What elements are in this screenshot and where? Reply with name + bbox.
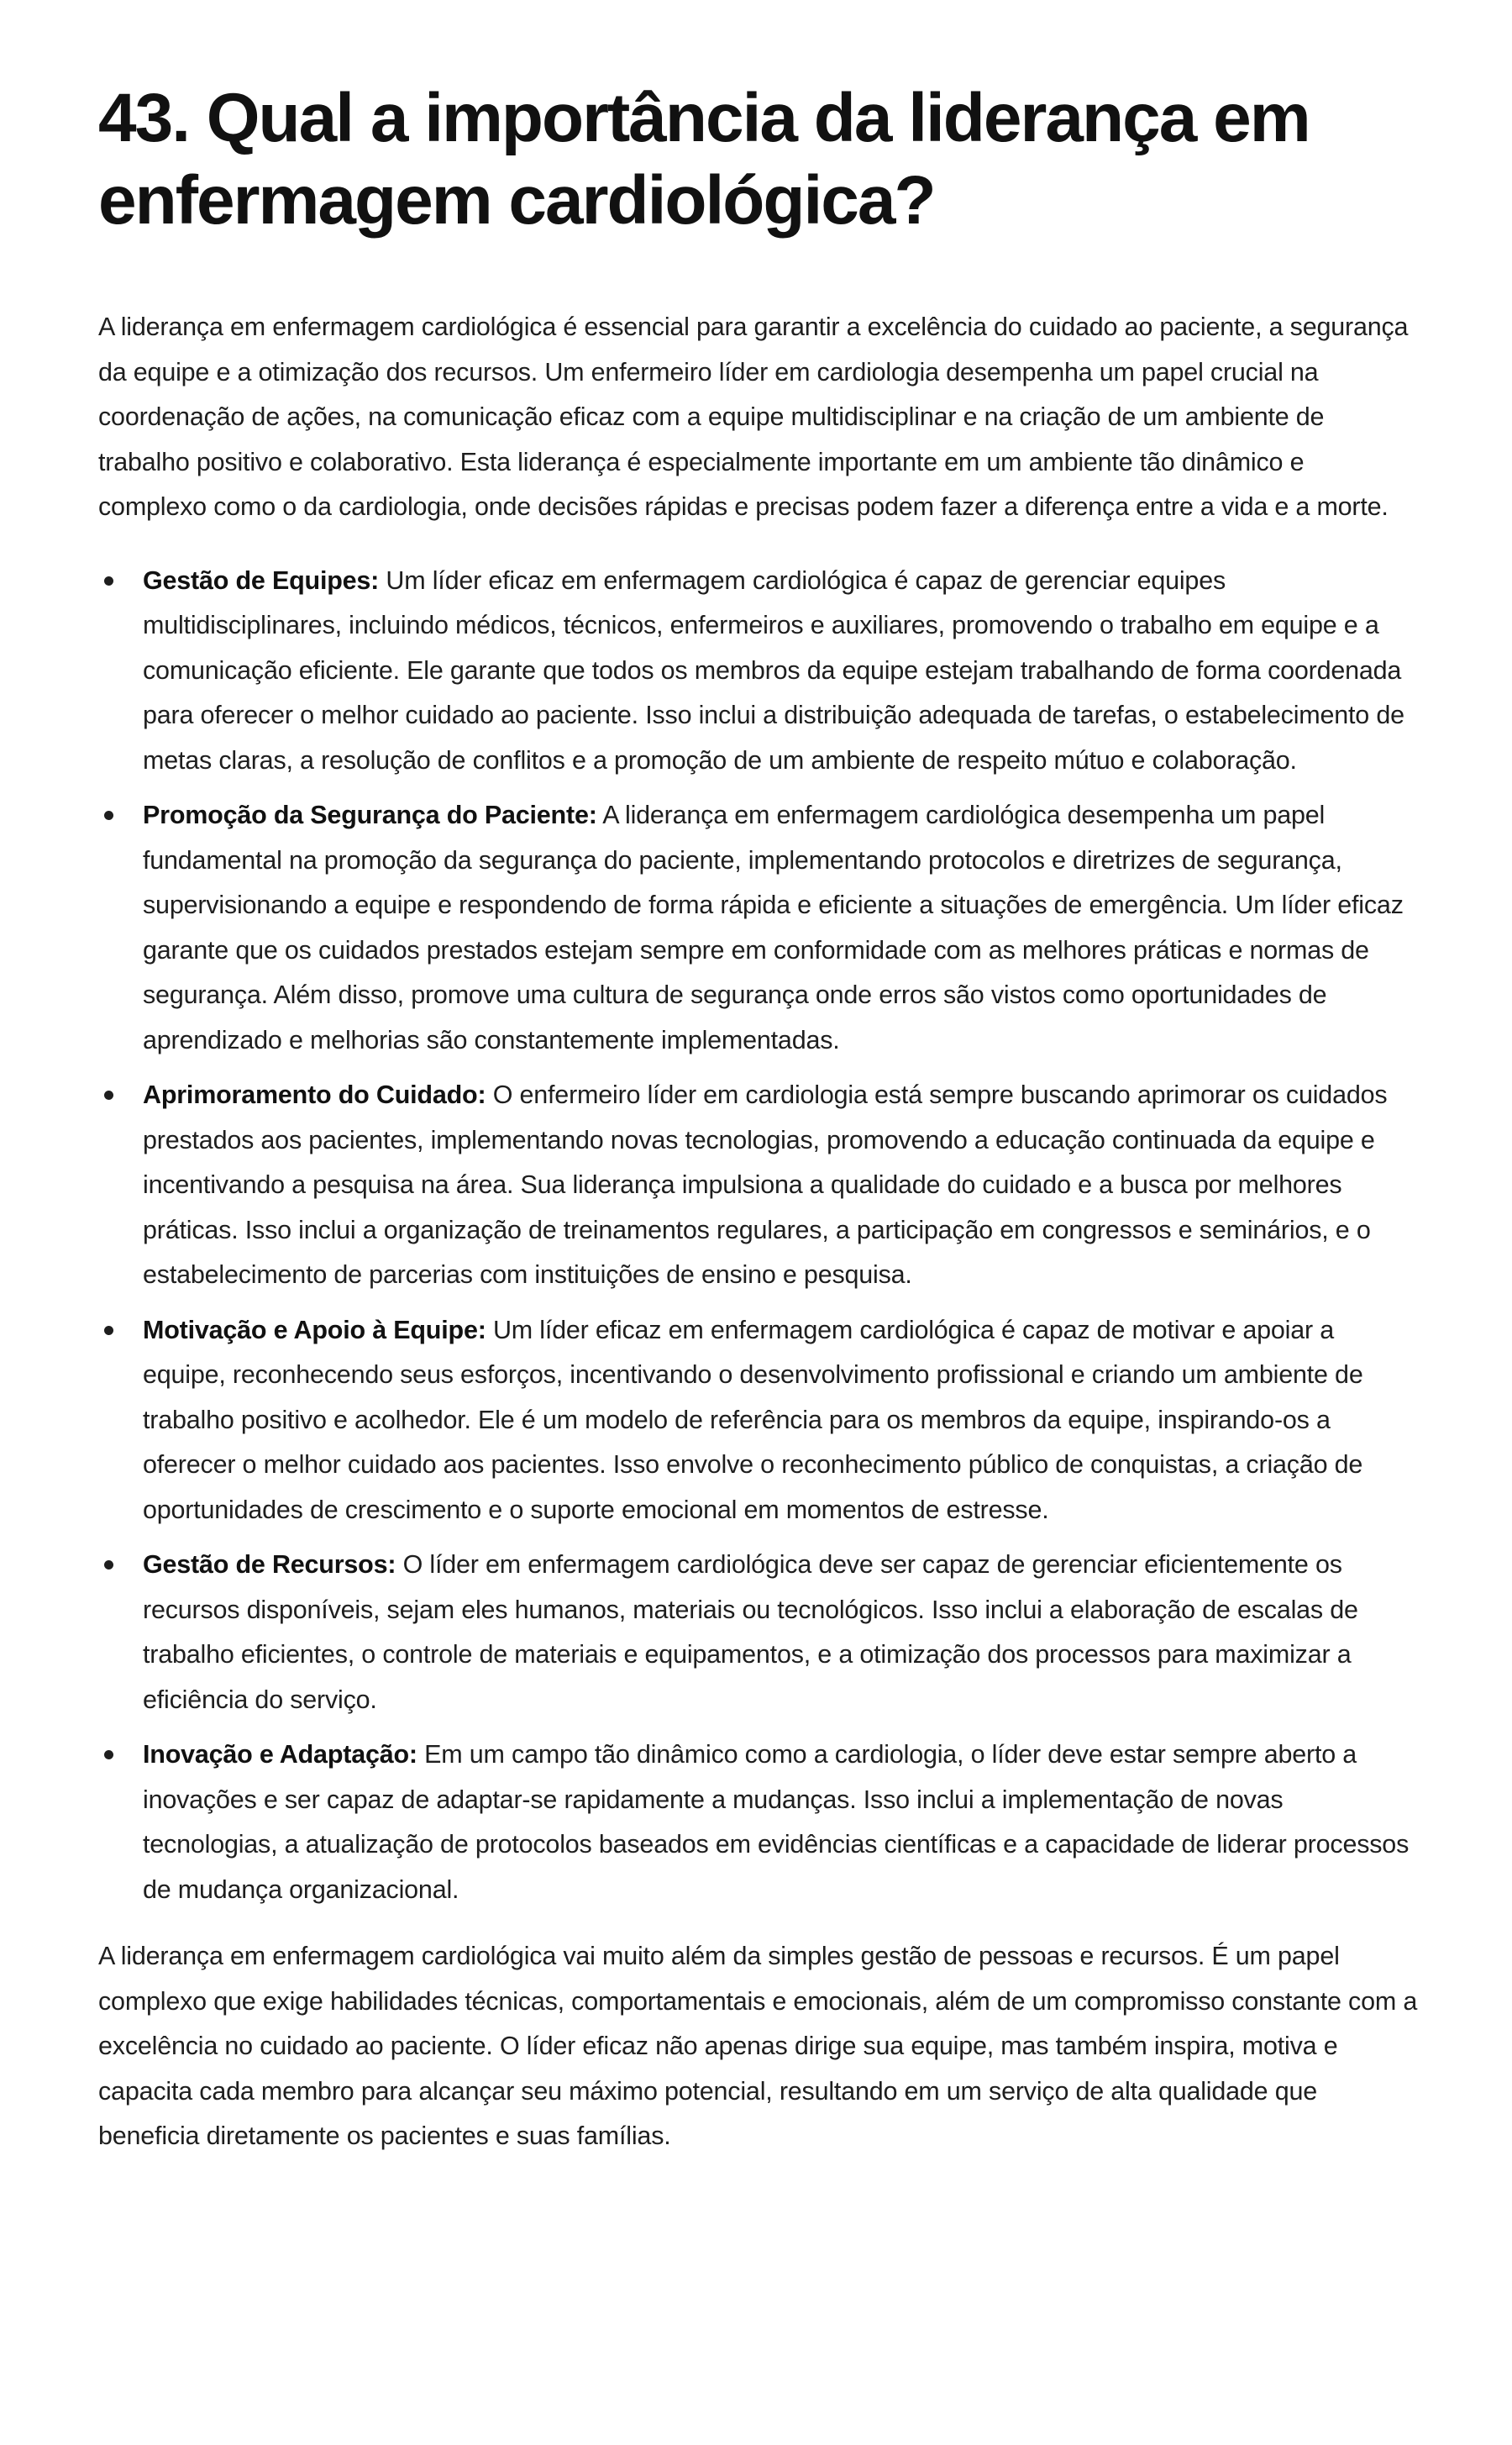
bullet-label: Inovação e Adaptação: — [143, 1740, 417, 1769]
list-item — [98, 1073, 1418, 1298]
bullet-text: A liderança em enfermagem cardiológica desempenha um papel fundamental na promoção da segurança do paciente, implementando protocolos e diretrizes de segurança, supervisionando a equipe e respondendo de forma rápida e eficiente a situações de emergência. Um líder eficaz garante que os cuidados prestados estejam sempre em conformidade com as melhores práticas e normas de segurança. Além disso, promove uma cultura de segurança onde erros são vistos como oportunidades de aprendizado e melhorias são constantemente implementadas. — [143, 801, 1404, 1054]
list-item — [98, 1733, 1418, 1912]
bullet-text: Um líder eficaz em enfermagem cardiológica é capaz de gerenciar equipes multidisciplinares, incluindo médicos, técnicos, enfermeiros e auxiliares, promovendo o trabalho em equipe e a comunicação eficiente. Ele garante que todos os membros da equipe estejam trabalhando de forma coordenada para oferecer o melhor cuidado ao paciente. Isso inclui a distribuição adequada de tarefas, o estabelecimento de metas claras, a resolução de conflitos e a promoção de um ambiente de respeito mútuo e colaboração. — [143, 565, 1404, 775]
page-title: 43. Qual a importância da liderança em enfermagem cardiológica? — [98, 80, 1310, 239]
bullet-label: Aprimoramento do Cuidado: — [143, 1081, 486, 1109]
bullet-label: Motivação e Apoio à Equipe: — [143, 1315, 486, 1344]
list-item — [98, 1543, 1418, 1722]
conclusion-paragraph: A liderança em enfermagem cardiológica vai muito além da simples gestão de pessoas e recursos. É um papel complexo que exige habilidades técnicas, comportamentais e emocionais, além de um compromisso constante com a excelência no cuidado ao paciente. O líder eficaz não apenas dirige sua equipe, mas também inspira, motiva e capacita cada membro para alcançar seu máximo potencial, resultando em um serviço de alta qualidade que beneficia diretamente os pacientes e suas famílias. — [98, 1942, 1418, 2150]
bullet-icon — [104, 1091, 113, 1100]
bullet-icon — [104, 1326, 113, 1335]
list-item — [98, 793, 1418, 1063]
bullet-icon — [104, 1750, 113, 1759]
bullet-label: Gestão de Equipes: — [143, 565, 380, 595]
bullet-icon — [104, 576, 113, 586]
bullet-text: Um líder eficaz em enfermagem cardiológica é capaz de motivar e apoiar a equipe, reconhecendo seus esforços, incentivando o desenvolvimento profissional e criando um ambiente de trabalho positivo e acolhedor. Ele é um modelo de referência para os membros da equipe, inspirando-os a oferecer o melhor cuidado aos pacientes. Isso envolve o reconhecimento público de conquistas, a criação de oportunidades de crescimento e o suporte emocional em momentos de estresse. — [143, 1315, 1363, 1524]
bullet-text: O líder em enfermagem cardiológica deve ser capaz de gerenciar eficientemente os recursos disponíveis, sejam eles humanos, materiais ou tecnológicos. Isso inclui a elaboração de escalas de trabalho eficientes, o controle de materiais e equipamentos, e a otimização dos processos para maximizar a eficiência do serviço. — [143, 1550, 1358, 1714]
bullet-text: Em um campo tão dinâmico como a cardiologia, o líder deve estar sempre aberto a inovações e ser capaz de adaptar-se rapidamente a mudanças. Isso inclui a implementação de novas tecnologias, a atualização de protocolos baseados em evidências científicas e a capacidade de liderar processos de mudança organizacional. — [143, 1740, 1410, 1904]
bullet-list — [98, 559, 1418, 1913]
intro-paragraph: A liderança em enfermagem cardiológica é essencial para garantir a excelência do cuidado ao paciente, a segurança da equipe e a otimização dos recursos. Um enfermeiro líder em cardiologia desempenha um papel crucial na coordenação de ações, na comunicação eficaz com a equipe multidisciplinar e na criação de um ambiente de trabalho positivo e colaborativo. Esta liderança é especialmente importante em um ambiente tão dinâmico e complexo como o da cardiologia, onde decisões rápidas e precisas podem fazer a diferença entre a vida e a morte. — [98, 313, 1409, 521]
bullet-icon — [104, 1560, 113, 1570]
list-item — [98, 1308, 1418, 1533]
bullet-text: O enfermeiro líder em cardiologia está sempre buscando aprimorar os cuidados prestados aos pacientes, implementando novas tecnologias, promovendo a educação continuada da equipe e incentivando a pesquisa na área. Sua liderança impulsiona a qualidade do cuidado e a busca por melhores práticas. Isso inclui a organização de treinamentos regulares, a participação em congressos e seminários, e o estabelecimento de parcerias com instituições de ensino e pesquisa. — [143, 1081, 1388, 1289]
bullet-label: Promoção da Segurança do Paciente: — [143, 801, 597, 829]
bullet-icon — [104, 811, 113, 820]
bullet-label: Gestão de Recursos: — [143, 1550, 396, 1579]
list-item — [98, 559, 1418, 784]
